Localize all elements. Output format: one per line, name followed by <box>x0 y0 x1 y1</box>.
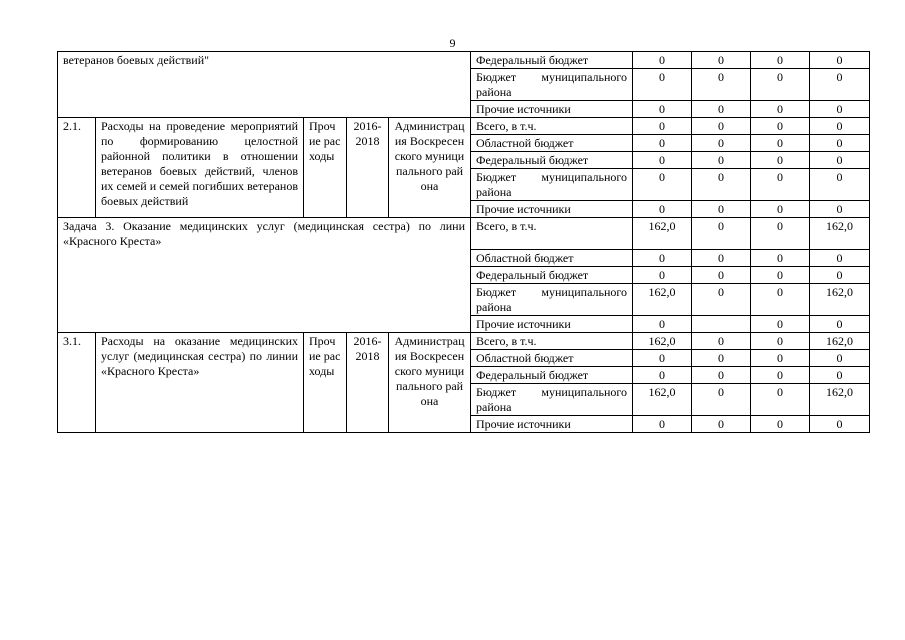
amount-cell: 0 <box>751 201 810 218</box>
item-years: 2016-2018 <box>347 118 389 218</box>
amount-cell: 162,0 <box>633 333 692 350</box>
item-executor: Администрация Воскресенского муниципального района <box>389 118 471 218</box>
amount-cell: 0 <box>692 384 751 416</box>
amount-cell: 0 <box>810 69 870 101</box>
funding-source: Областной бюджет <box>471 135 633 152</box>
item-executor: Администрация Воскресенского муниципального района <box>389 333 471 433</box>
amount-cell: 0 <box>751 250 810 267</box>
amount-cell: 0 <box>751 135 810 152</box>
amount-cell: 0 <box>751 218 810 250</box>
amount-cell: 0 <box>751 169 810 201</box>
funding-source: Областной бюджет <box>471 350 633 367</box>
funding-source: Прочие источники <box>471 201 633 218</box>
table-row <box>58 333 870 350</box>
amount-cell: 0 <box>751 333 810 350</box>
amount-cell: 162,0 <box>633 284 692 316</box>
amount-cell: 162,0 <box>810 284 870 316</box>
amount-cell <box>692 316 751 333</box>
table-body <box>58 52 870 433</box>
amount-cell: 0 <box>633 118 692 135</box>
amount-cell: 0 <box>633 101 692 118</box>
item-name: Расходы на оказание медицинских услуг (медицинская сестра) по линии «Красного Креста» <box>96 333 304 433</box>
amount-cell: 0 <box>692 52 751 69</box>
amount-cell: 162,0 <box>810 384 870 416</box>
funding-source: Бюджет муниципального района <box>471 384 633 416</box>
amount-cell: 0 <box>810 118 870 135</box>
amount-cell: 0 <box>692 250 751 267</box>
amount-cell: 0 <box>810 152 870 169</box>
amount-cell: 0 <box>692 350 751 367</box>
amount-cell: 0 <box>751 416 810 433</box>
amount-cell: 0 <box>751 367 810 384</box>
amount-cell: 0 <box>810 316 870 333</box>
amount-cell: 0 <box>810 52 870 69</box>
funding-source: Федеральный бюджет <box>471 267 633 284</box>
amount-cell: 0 <box>692 101 751 118</box>
amount-cell: 0 <box>633 316 692 333</box>
amount-cell: 0 <box>633 201 692 218</box>
amount-cell: 162,0 <box>633 384 692 416</box>
financing-table <box>57 51 870 433</box>
amount-cell: 0 <box>751 350 810 367</box>
amount-cell: 0 <box>810 135 870 152</box>
amount-cell: 0 <box>633 169 692 201</box>
amount-cell: 0 <box>751 52 810 69</box>
funding-source: Областной бюджет <box>471 250 633 267</box>
amount-cell: 0 <box>751 384 810 416</box>
item-number: 2.1. <box>58 118 96 218</box>
table-row <box>58 218 870 250</box>
amount-cell: 0 <box>751 69 810 101</box>
amount-cell: 0 <box>751 284 810 316</box>
amount-cell: 0 <box>810 416 870 433</box>
amount-cell: 0 <box>692 169 751 201</box>
item-category: Прочие расходы <box>304 333 347 433</box>
table-row <box>58 52 870 69</box>
amount-cell: 0 <box>633 69 692 101</box>
item-number: 3.1. <box>58 333 96 433</box>
item-name: Расходы на проведение мероприятий по формированию целостной районной политики в отношении ветеранов боевых действий, членов их семей и семей погибших ветеранов боевых действий <box>96 118 304 218</box>
funding-source: Прочие источники <box>471 416 633 433</box>
amount-cell: 0 <box>810 367 870 384</box>
amount-cell: 0 <box>633 350 692 367</box>
amount-cell: 162,0 <box>810 218 870 250</box>
funding-source: Федеральный бюджет <box>471 367 633 384</box>
amount-cell: 0 <box>692 218 751 250</box>
amount-cell: 0 <box>751 316 810 333</box>
amount-cell: 0 <box>810 201 870 218</box>
amount-cell: 0 <box>633 367 692 384</box>
amount-cell: 0 <box>810 267 870 284</box>
amount-cell: 0 <box>633 250 692 267</box>
task-title: Задача 3. Оказание медицинских услуг (медицинская сестра) по лини «Красного Креста» <box>58 218 471 333</box>
funding-source: Бюджет муниципального района <box>471 169 633 201</box>
amount-cell: 0 <box>692 367 751 384</box>
amount-cell: 0 <box>633 152 692 169</box>
amount-cell: 0 <box>633 267 692 284</box>
page-number: 9 <box>449 36 456 50</box>
amount-cell: 0 <box>692 333 751 350</box>
amount-cell: 0 <box>810 250 870 267</box>
table-row <box>58 118 870 135</box>
amount-cell: 0 <box>751 118 810 135</box>
amount-cell: 0 <box>810 169 870 201</box>
amount-cell: 162,0 <box>810 333 870 350</box>
amount-cell: 0 <box>751 267 810 284</box>
amount-cell: 0 <box>692 118 751 135</box>
funding-source: Федеральный бюджет <box>471 152 633 169</box>
funding-source: Федеральный бюджет <box>471 52 633 69</box>
amount-cell: 0 <box>692 284 751 316</box>
amount-cell: 0 <box>633 52 692 69</box>
amount-cell: 0 <box>692 416 751 433</box>
amount-cell: 0 <box>751 101 810 118</box>
funding-source: Бюджет муниципального района <box>471 69 633 101</box>
funding-source: Всего, в т.ч. <box>471 218 633 250</box>
item-years: 2016-2018 <box>347 333 389 433</box>
continued-text: ветеранов боевых действий" <box>58 52 471 118</box>
item-category: Прочие расходы <box>304 118 347 218</box>
funding-source: Прочие источники <box>471 101 633 118</box>
amount-cell: 0 <box>692 135 751 152</box>
amount-cell: 0 <box>692 267 751 284</box>
amount-cell: 162,0 <box>633 218 692 250</box>
funding-source: Всего, в т.ч. <box>471 118 633 135</box>
funding-source: Всего, в т.ч. <box>471 333 633 350</box>
amount-cell: 0 <box>692 201 751 218</box>
amount-cell: 0 <box>692 69 751 101</box>
amount-cell: 0 <box>751 152 810 169</box>
amount-cell: 0 <box>633 416 692 433</box>
amount-cell: 0 <box>810 350 870 367</box>
amount-cell: 0 <box>810 101 870 118</box>
funding-source: Бюджет муниципального района <box>471 284 633 316</box>
funding-source: Прочие источники <box>471 316 633 333</box>
amount-cell: 0 <box>633 135 692 152</box>
amount-cell: 0 <box>692 152 751 169</box>
